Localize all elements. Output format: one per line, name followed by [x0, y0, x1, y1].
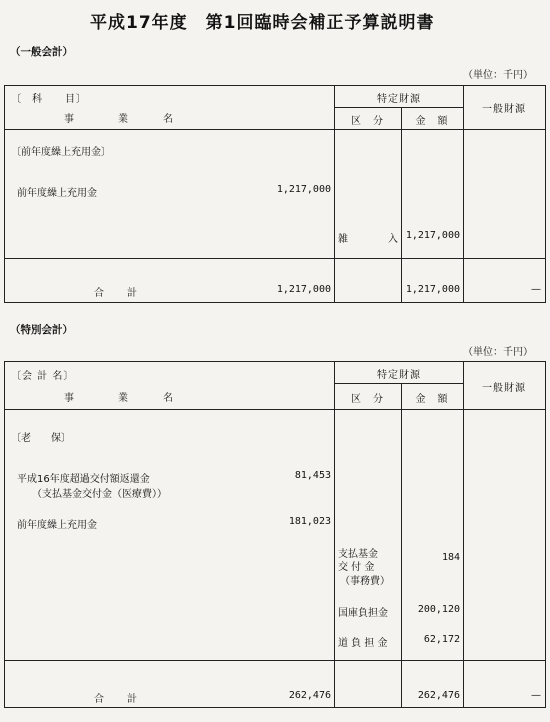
source-kubun: 国庫負担金 — [338, 608, 388, 619]
total-ippan: — — [531, 690, 541, 701]
table-border — [545, 361, 546, 708]
jigyo-header-3: 名 — [163, 393, 174, 404]
total-source-amount: 1,217,000 — [405, 284, 460, 295]
total-amount: 1,217,000 — [276, 284, 331, 295]
tokutei-header: 特定財源 — [377, 370, 421, 381]
table-border — [4, 361, 546, 362]
column-divider — [401, 107, 402, 303]
kingaku-header: 金 額 — [415, 116, 449, 127]
kubun-header: 区 分 — [351, 394, 384, 405]
source-kubun-line2: 交 付 金 — [338, 562, 375, 573]
item-amount: 81,453 — [294, 470, 331, 481]
row-divider — [4, 660, 546, 661]
group-label: 〔老 保〕 — [11, 433, 71, 444]
table-border — [4, 361, 5, 708]
jigyo-header-3: 名 — [163, 114, 174, 125]
item-subname: （支払基金交付金（医療費）） — [32, 489, 167, 500]
source-kubun-line3: （事務費） — [340, 576, 390, 587]
table-border — [4, 707, 546, 708]
tokutei-header: 特定財源 — [377, 94, 421, 105]
source-kubun-2: 入 — [388, 234, 398, 245]
total-amount: 262,476 — [288, 690, 331, 701]
row-divider — [4, 129, 546, 130]
special-unit-label: （単位：千円） — [463, 347, 533, 358]
kubun-header: 区 分 — [351, 116, 384, 127]
kamoku-header: 科 目〕 — [32, 94, 87, 105]
ippan-header: 一般財源 — [482, 383, 526, 394]
total-label: 合 計 — [94, 288, 138, 299]
source-amount: 1,217,000 — [405, 230, 460, 241]
jigyo-header-1: 事 — [64, 393, 75, 404]
row-divider — [4, 409, 546, 410]
source-amount: 62,172 — [423, 634, 460, 645]
column-divider — [463, 361, 464, 708]
source-amount: 200,120 — [417, 604, 460, 615]
ippan-header: 一般財源 — [482, 104, 526, 115]
general-section-label: （一般会計） — [10, 46, 73, 58]
table-border — [545, 85, 546, 303]
kingaku-header: 金 額 — [415, 394, 449, 405]
kaikei-header: 〔会 計 名〕 — [11, 371, 75, 382]
item-name: 前年度繰上充用金 — [17, 188, 97, 199]
item-name: 前年度繰上充用金 — [17, 520, 97, 531]
total-label: 合 計 — [94, 694, 138, 705]
column-divider — [463, 85, 464, 303]
source-amount: 184 — [441, 552, 460, 563]
general-unit-label: （単位：千円） — [463, 70, 533, 81]
row-divider — [334, 107, 464, 108]
source-kubun: 支払基金 — [338, 549, 378, 560]
total-source-amount: 262,476 — [417, 690, 460, 701]
table-border — [4, 85, 5, 303]
column-divider — [334, 361, 335, 708]
item-name: 平成16年度超過交付額返還金 — [17, 474, 150, 485]
jigyo-header-2: 業 — [118, 114, 129, 125]
special-section-label: （特別会計） — [10, 324, 73, 336]
source-kubun: 道 負 担 金 — [338, 638, 388, 649]
table-border — [4, 302, 546, 303]
source-kubun-1: 雑 — [338, 234, 348, 245]
jigyo-header-2: 業 — [118, 393, 129, 404]
total-ippan: — — [531, 284, 541, 295]
row-divider — [334, 383, 464, 384]
group-label: 〔前年度繰上充用金〕 — [11, 147, 111, 158]
item-amount: 1,217,000 — [276, 184, 331, 195]
table-border — [4, 85, 546, 86]
page-title: 平成17年度 第1回臨時会補正予算説明書 — [90, 13, 435, 33]
item-amount: 181,023 — [288, 516, 331, 527]
row-divider — [4, 258, 546, 259]
jigyo-header-1: 事 — [64, 114, 75, 125]
kamoku-header-open: 〔 — [11, 94, 22, 105]
